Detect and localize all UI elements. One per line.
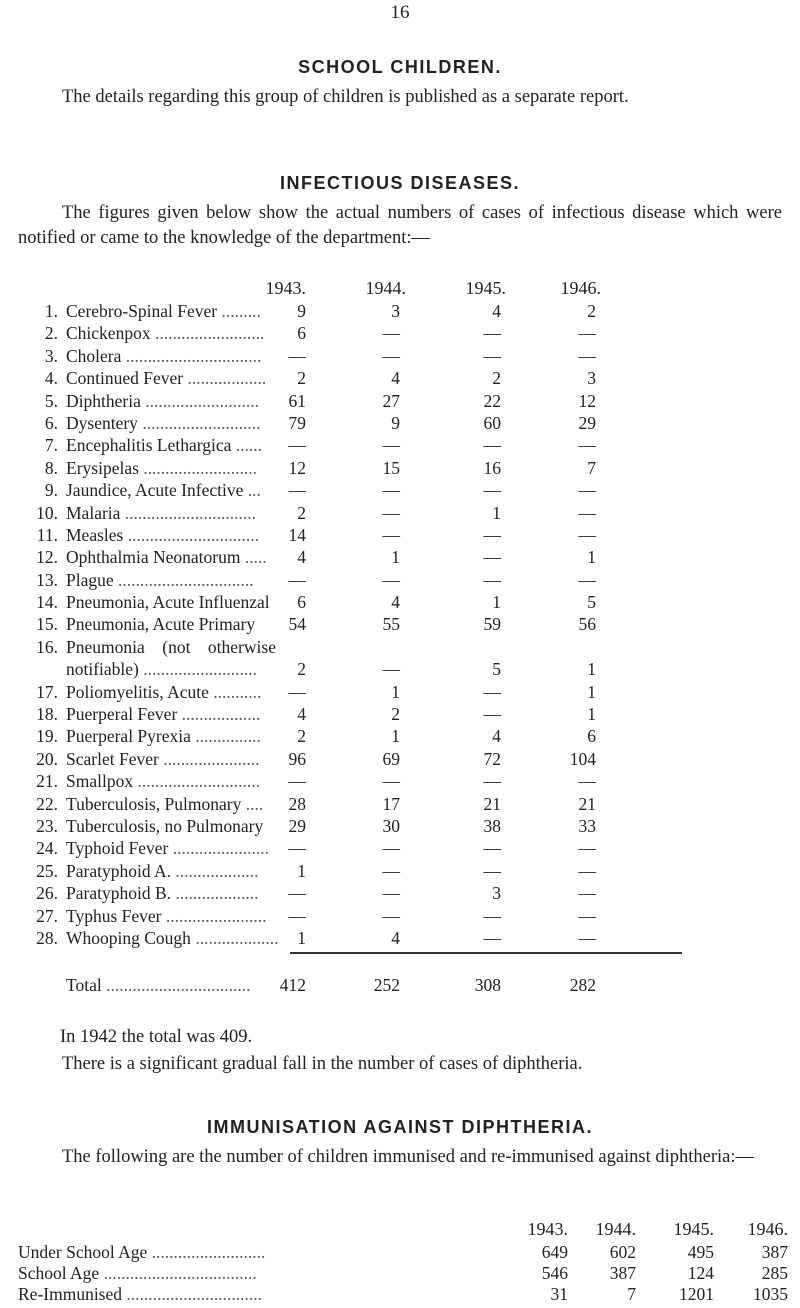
cell-value: 1 <box>297 860 306 881</box>
cell-value: 2 <box>391 704 400 725</box>
imm-year-1943: 1943. <box>527 1219 568 1239</box>
cell-value: — <box>483 435 501 456</box>
row-name: Cerebro-Spinal Fever ......... <box>66 301 261 321</box>
cell-value: — <box>483 345 501 366</box>
row-number: 13. <box>36 569 58 590</box>
cell-value: 31 <box>550 1284 568 1304</box>
row-name: Ophthalmia Neonatorum ..... <box>66 547 267 568</box>
year-1944: 1944. <box>365 278 406 298</box>
row-name: Whooping Cough ................... <box>66 927 279 948</box>
cell-value: 1 <box>391 547 400 568</box>
cell-value: 3 <box>587 368 596 389</box>
cell-value: — <box>288 681 306 702</box>
cell-value: 21 <box>483 793 501 814</box>
cell-value: — <box>382 435 400 456</box>
cell-value: — <box>382 659 400 680</box>
cell-value: 495 <box>687 1242 714 1262</box>
row-name: Paratyphoid B. ................... <box>66 883 259 904</box>
total-1946: 282 <box>569 975 596 995</box>
cell-value: 29 <box>288 815 306 836</box>
table-row <box>0 367 800 389</box>
cell-value: — <box>578 345 596 366</box>
table-row <box>0 300 800 322</box>
row-name: Continued Fever .................. <box>66 368 267 389</box>
cell-value: 4 <box>391 368 400 389</box>
row-name: Chickenpox ......................... <box>66 323 265 344</box>
cell-value: 33 <box>578 815 596 836</box>
cell-value: 28 <box>288 793 306 814</box>
cell-value: 1 <box>391 681 400 702</box>
row-name: Smallpox ............................ <box>66 771 260 792</box>
row-number: 7. <box>44 435 58 456</box>
cell-value: 5 <box>587 592 596 613</box>
row-name: Scarlet Fever ...................... <box>66 748 260 769</box>
row-name: Malaria .............................. <box>66 502 257 523</box>
cell-value: — <box>382 860 400 881</box>
cell-value: 1201 <box>679 1284 714 1304</box>
cell-value: 2 <box>587 301 596 321</box>
row-name: Plague ............................... <box>66 569 254 590</box>
row-name: Erysipelas .......................... <box>66 457 258 478</box>
infectious-total-row <box>0 974 800 996</box>
table-row <box>0 569 800 591</box>
immunisation-heading: IMMUNISATION AGAINST DIPHTHERIA. <box>207 1117 593 1137</box>
cell-value: 59 <box>483 614 501 635</box>
cell-value: — <box>578 905 596 926</box>
total-rule <box>290 952 682 954</box>
note-diphtheria-fall: There is a significant gradual fall in the number of cases of diphtheria. <box>62 1054 583 1074</box>
immunisation-intro: The following are the number of children immunised and re-immunised against diphtheria:— <box>62 1147 755 1167</box>
cell-value: 9 <box>297 301 306 321</box>
cell-value: 387 <box>609 1263 636 1283</box>
cell-value: — <box>578 860 596 881</box>
cell-value: — <box>288 480 306 501</box>
cell-value: — <box>483 480 501 501</box>
cell-value: — <box>382 838 400 859</box>
year-1946: 1946. <box>560 278 601 298</box>
cell-value: — <box>288 771 306 792</box>
cell-value: — <box>483 323 501 344</box>
row-number: 14. <box>36 592 58 613</box>
cell-value: — <box>382 480 400 501</box>
cell-value: 1 <box>587 659 596 680</box>
cell-value: 16 <box>483 457 501 478</box>
cell-value: 6 <box>587 726 596 747</box>
cell-value: — <box>288 569 306 590</box>
table-row <box>0 703 800 725</box>
cell-value: — <box>288 345 306 366</box>
table-row <box>0 591 800 613</box>
cell-value: — <box>382 502 400 523</box>
cell-value: 2 <box>297 659 306 680</box>
cell-value: 69 <box>382 748 400 769</box>
row-name: Puerperal Fever .................. <box>66 704 261 725</box>
cell-value: 4 <box>391 927 400 948</box>
table-row <box>0 322 800 344</box>
cell-value: 7 <box>627 1284 636 1304</box>
row-number: 8. <box>44 457 58 478</box>
cell-value: 4 <box>492 726 501 747</box>
cell-value: 387 <box>761 1242 788 1262</box>
row-name: Poliomyelitis, Acute ........... <box>66 681 262 702</box>
cell-value: — <box>483 547 501 568</box>
row-number: 24. <box>36 838 58 859</box>
row-name: Total ................................. <box>66 975 251 995</box>
cell-value: — <box>483 569 501 590</box>
cell-value: 649 <box>541 1242 568 1262</box>
table-row <box>0 479 800 501</box>
cell-value: 56 <box>578 614 596 635</box>
row-number: 17. <box>36 681 58 702</box>
cell-value: — <box>382 905 400 926</box>
cell-value: 7 <box>587 457 596 478</box>
row-number: 26. <box>36 883 58 904</box>
row-name: Under School Age .......................... <box>18 1242 266 1262</box>
cell-value: 79 <box>288 412 306 433</box>
row-name: Tuberculosis, Pulmonary .... <box>66 793 264 814</box>
table-row <box>0 905 800 927</box>
row-number: 3. <box>44 345 58 366</box>
row-number: 16. <box>36 636 58 657</box>
cell-value: 29 <box>578 412 596 433</box>
row-number: 11. <box>36 524 58 545</box>
cell-value: 1 <box>587 681 596 702</box>
cell-value: 285 <box>761 1263 788 1283</box>
table-row <box>0 502 800 524</box>
cell-value: 96 <box>288 748 306 769</box>
cell-value: — <box>578 323 596 344</box>
total-1945: 308 <box>474 975 501 995</box>
table-row <box>0 613 800 635</box>
cell-value: — <box>578 435 596 456</box>
table-row <box>0 793 800 815</box>
row-number: 23. <box>36 815 58 836</box>
cell-value: — <box>578 883 596 904</box>
cell-value: 3 <box>492 883 501 904</box>
cell-value: 4 <box>297 547 306 568</box>
row-number: 21. <box>36 771 58 792</box>
cell-value: 1 <box>492 502 501 523</box>
cell-value: 1 <box>492 592 501 613</box>
table-row <box>0 1283 800 1304</box>
row-number: 6. <box>44 412 58 433</box>
cell-value: 15 <box>382 457 400 478</box>
year-1943: 1943. <box>265 278 306 298</box>
table-row <box>0 882 800 904</box>
imm-year-1944: 1944. <box>595 1219 636 1239</box>
note-1942: In 1942 the total was 409. <box>60 1027 253 1047</box>
school-children-heading: SCHOOL CHILDREN. <box>298 57 502 77</box>
cell-value: 3 <box>391 301 400 321</box>
row-number: 20. <box>36 748 58 769</box>
cell-value: 5 <box>492 659 501 680</box>
cell-value: — <box>288 435 306 456</box>
row-name: Tuberculosis, no Pulmonary <box>66 815 264 836</box>
cell-value: — <box>382 771 400 792</box>
row-name: Puerperal Pyrexia ............... <box>66 726 261 747</box>
cell-value: — <box>483 905 501 926</box>
cell-value: 2 <box>297 368 306 389</box>
school-children-text: The details regarding this group of children is published as a separate report. <box>62 87 629 107</box>
row-number: 27. <box>36 905 58 926</box>
row-number: 10. <box>36 502 58 523</box>
cell-value: 30 <box>382 815 400 836</box>
row-name: notifiable) .......................... <box>66 659 258 680</box>
row-name: Dysentery ........................... <box>66 412 261 433</box>
immunisation-year-header <box>0 1219 800 1243</box>
table-row <box>0 837 800 859</box>
cell-value: 1 <box>391 726 400 747</box>
cell-value: 21 <box>578 793 596 814</box>
cell-value: 1035 <box>753 1284 788 1304</box>
page-number: 16 <box>390 2 410 23</box>
cell-value: — <box>288 838 306 859</box>
cell-value: — <box>578 771 596 792</box>
table-row <box>0 1241 800 1262</box>
cell-value: 4 <box>492 301 501 321</box>
imm-year-1946: 1946. <box>747 1219 788 1239</box>
cell-value: — <box>382 323 400 344</box>
row-number: 25. <box>36 860 58 881</box>
infectious-diseases-heading: INFECTIOUS DISEASES. <box>279 173 521 193</box>
cell-value: 38 <box>483 815 501 836</box>
cell-value: — <box>578 480 596 501</box>
cell-value: 54 <box>288 614 306 635</box>
row-name: Measles .............................. <box>66 524 259 545</box>
cell-value: 60 <box>483 412 501 433</box>
cell-value: 104 <box>569 748 596 769</box>
row-name: Paratyphoid A. ................... <box>66 860 259 881</box>
cell-value: — <box>578 524 596 545</box>
cell-value: 2 <box>297 726 306 747</box>
cell-value: 22 <box>483 390 501 411</box>
infectious-table <box>0 300 800 949</box>
cell-value: — <box>288 883 306 904</box>
row-number: 18. <box>36 704 58 725</box>
cell-value: 1 <box>587 547 596 568</box>
imm-year-1945: 1945. <box>673 1219 714 1239</box>
cell-value: 27 <box>382 390 400 411</box>
cell-value: — <box>578 569 596 590</box>
cell-value: 4 <box>391 592 400 613</box>
cell-value: — <box>578 838 596 859</box>
table-row <box>0 636 800 658</box>
table-row <box>0 770 800 792</box>
table-row <box>0 345 800 367</box>
cell-value: 4 <box>297 704 306 725</box>
infectious-intro: The figures given below show the actual numbers of cases of infectious disease which were notified or came to the knowledge of the department:— <box>18 203 782 248</box>
row-name: Diphtheria .......................... <box>66 390 259 411</box>
table-row <box>0 546 800 568</box>
row-number: 4. <box>44 368 58 389</box>
row-name: Typhoid Fever ...................... <box>66 838 269 859</box>
table-row <box>0 815 800 837</box>
cell-value: — <box>382 524 400 545</box>
row-name: Re-Immunised ............................... <box>18 1284 263 1304</box>
cell-value: 9 <box>391 412 400 433</box>
cell-value: — <box>483 771 501 792</box>
table-row <box>0 1262 800 1283</box>
table-row <box>0 658 800 680</box>
row-number: 28. <box>36 927 58 948</box>
row-name: Pneumonia, Acute Primary <box>66 614 256 635</box>
table-row <box>0 725 800 747</box>
table-row <box>0 974 800 996</box>
row-name: Encephalitis Lethargica ...... <box>66 435 262 456</box>
table-row <box>0 748 800 770</box>
table-row <box>0 390 800 412</box>
cell-value: — <box>483 681 501 702</box>
table-row <box>0 412 800 434</box>
cell-value: 72 <box>483 748 501 769</box>
cell-value: — <box>483 838 501 859</box>
cell-value: — <box>483 524 501 545</box>
table-row <box>0 860 800 882</box>
cell-value: 17 <box>382 793 400 814</box>
cell-value: 602 <box>609 1242 636 1262</box>
row-number: 1. <box>44 301 58 321</box>
row-number: 5. <box>44 390 58 411</box>
cell-value: 546 <box>541 1263 568 1283</box>
cell-value: 124 <box>687 1263 714 1283</box>
row-name: Pneumonia, Acute Influenzal <box>66 592 270 613</box>
row-number: 22. <box>36 793 58 814</box>
table-row <box>0 524 800 546</box>
row-name: Jaundice, Acute Infective ... <box>66 480 261 501</box>
cell-value: 1 <box>297 927 306 948</box>
year-1945: 1945. <box>465 278 506 298</box>
cell-value: — <box>382 883 400 904</box>
row-name: Pneumonia (not otherwise <box>66 636 276 657</box>
cell-value: 2 <box>492 368 501 389</box>
cell-value: 12 <box>288 457 306 478</box>
cell-value: 55 <box>382 614 400 635</box>
cell-value: 61 <box>288 390 306 411</box>
cell-value: — <box>578 927 596 948</box>
cell-value: 14 <box>288 524 306 545</box>
cell-value: — <box>578 502 596 523</box>
table-row <box>0 927 800 949</box>
cell-value: 2 <box>297 502 306 523</box>
immunisation-table <box>0 1241 800 1304</box>
row-name: School Age ................................... <box>18 1263 257 1283</box>
row-number: 12. <box>36 547 58 568</box>
table-row <box>0 457 800 479</box>
row-name: Cholera ............................... <box>66 345 262 366</box>
total-1943: 412 <box>279 975 306 995</box>
row-number: 2. <box>44 323 58 344</box>
cell-value: — <box>382 569 400 590</box>
cell-value: 6 <box>297 592 306 613</box>
cell-value: — <box>288 905 306 926</box>
table-row <box>0 434 800 456</box>
cell-value: 1 <box>587 704 596 725</box>
cell-value: — <box>483 927 501 948</box>
cell-value: — <box>483 860 501 881</box>
cell-value: 12 <box>578 390 596 411</box>
infectious-year-header <box>0 278 800 302</box>
cell-value: — <box>483 704 501 725</box>
row-number: 19. <box>36 726 58 747</box>
row-name: Typhus Fever ....................... <box>66 905 267 926</box>
total-1944: 252 <box>373 975 400 995</box>
cell-value: — <box>382 345 400 366</box>
table-row <box>0 681 800 703</box>
row-number: 15. <box>36 614 58 635</box>
cell-value: 6 <box>297 323 306 344</box>
row-number: 9. <box>44 480 58 501</box>
